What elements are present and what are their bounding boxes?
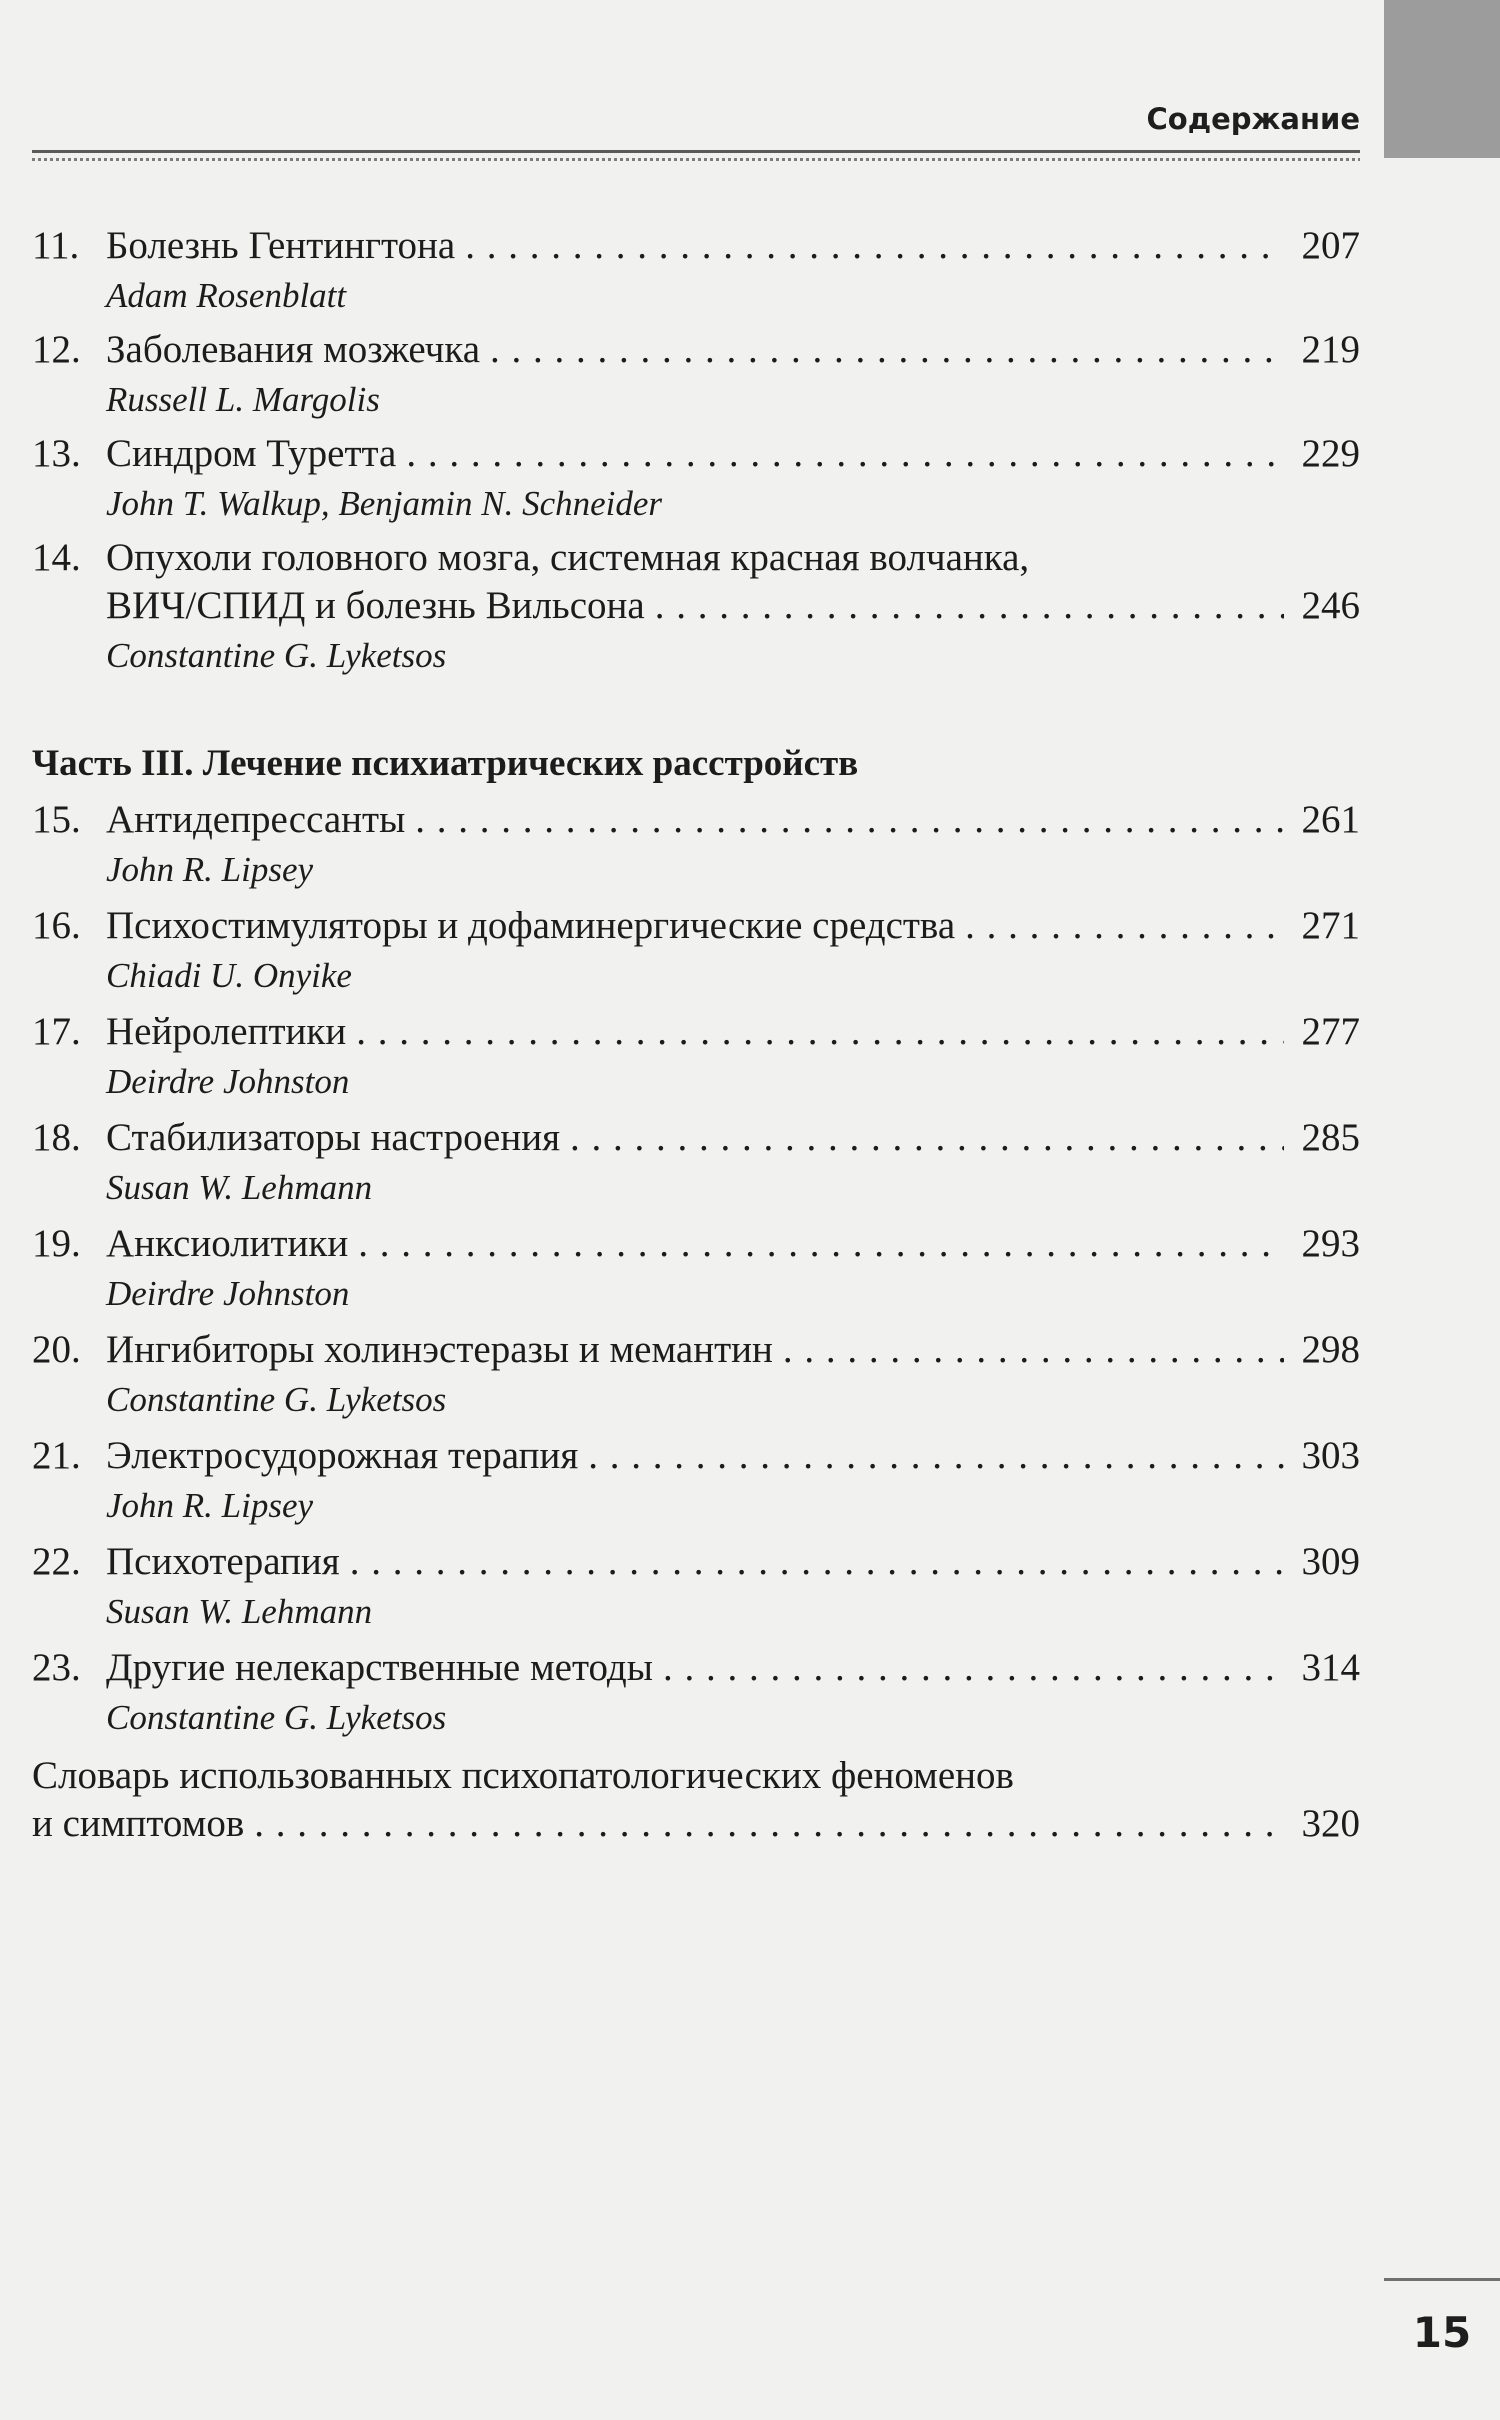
dot-leader	[663, 1644, 1284, 1692]
page-ref[interactable]: 271	[1301, 904, 1360, 947]
page-ref[interactable]: 246	[1301, 584, 1360, 627]
chapter-number: 18.	[32, 1116, 81, 1159]
dot-leader	[356, 1008, 1284, 1056]
chapter-number: 12.	[32, 328, 81, 371]
chapter-number: 20.	[32, 1328, 81, 1371]
page-ref[interactable]: 219	[1301, 328, 1360, 371]
toc-entry[interactable]	[32, 1008, 1360, 1108]
chapter-title[interactable]: Ингибиторы холинэстеразы и мемантин	[106, 1328, 773, 1371]
chapter-title-continued[interactable]: ВИЧ/СПИД и болезнь Вильсона	[106, 584, 645, 627]
part-heading[interactable]: Часть III. Лечение психиатрических расстройств	[32, 743, 859, 784]
page-number: 15	[1412, 2308, 1472, 2357]
glossary-title-continued[interactable]: и симптомов	[32, 1802, 245, 1845]
chapter-author: John R. Lipsey	[106, 1486, 314, 1525]
chapter-author: Deirdre Johnston	[106, 1062, 350, 1101]
chapter-title[interactable]: Психотерапия	[106, 1540, 340, 1583]
chapter-number: 23.	[32, 1646, 81, 1689]
chapter-number: 16.	[32, 904, 81, 947]
chapter-author: Susan W. Lehmann	[106, 1168, 373, 1207]
chapter-author: Adam Rosenblatt	[106, 276, 347, 315]
page-ref[interactable]: 303	[1301, 1434, 1360, 1477]
chapter-author: Constantine G. Lyketsos	[106, 1380, 447, 1419]
chapter-title[interactable]: Нейролептики	[106, 1010, 347, 1053]
dot-leader	[406, 430, 1284, 478]
toc-entry[interactable]	[32, 1326, 1360, 1426]
glossary-entry[interactable]	[32, 1752, 1360, 1848]
chapter-number: 22.	[32, 1540, 81, 1583]
chapter-title[interactable]: Заболевания мозжечка	[106, 328, 481, 371]
chapter-title[interactable]: Опухоли головного мозга, системная красная волчанка,	[106, 536, 1030, 579]
page-ref[interactable]: 309	[1301, 1540, 1360, 1583]
chapter-number: 14.	[32, 536, 81, 579]
dot-leader	[350, 1538, 1284, 1586]
chapter-number: 13.	[32, 432, 81, 475]
page-number-rule	[1384, 2278, 1500, 2281]
page-ref[interactable]: 320	[1301, 1802, 1360, 1845]
toc-entry[interactable]	[32, 1114, 1360, 1214]
toc-entry[interactable]	[32, 1220, 1360, 1320]
toc-entry[interactable]	[32, 796, 1360, 896]
toc-entry[interactable]	[32, 534, 1360, 682]
toc-entry[interactable]	[32, 1432, 1360, 1532]
page-ref[interactable]: 298	[1301, 1328, 1360, 1371]
chapter-title[interactable]: Синдром Туретта	[106, 432, 397, 475]
glossary-title[interactable]: Словарь использованных психопатологических феноменов	[32, 1754, 1014, 1797]
chapter-title[interactable]: Электросудорожная терапия	[106, 1434, 579, 1477]
page-ref[interactable]: 229	[1301, 432, 1360, 475]
dot-leader	[570, 1114, 1284, 1162]
chapter-title[interactable]: Болезнь Гентингтона	[106, 224, 456, 267]
toc-entry[interactable]	[32, 1538, 1360, 1638]
page-ref[interactable]: 207	[1301, 224, 1360, 267]
dot-leader	[655, 582, 1284, 630]
page-ref[interactable]: 277	[1301, 1010, 1360, 1053]
chapter-title[interactable]: Психостимуляторы и дофаминергические средства	[106, 904, 956, 947]
dot-leader	[254, 1800, 1284, 1848]
chapter-title[interactable]: Стабилизаторы настроения	[106, 1116, 561, 1159]
chapter-author: Constantine G. Lyketsos	[106, 1698, 447, 1737]
chapter-title[interactable]: Анксиолитики	[106, 1222, 349, 1265]
header-rule	[32, 150, 1360, 163]
dot-leader	[965, 902, 1284, 950]
toc-entry[interactable]	[32, 430, 1360, 530]
toc-entry[interactable]	[32, 326, 1360, 426]
dot-leader	[490, 326, 1284, 374]
dot-leader	[415, 796, 1284, 844]
chapter-number: 21.	[32, 1434, 81, 1477]
section-edge-tab	[1384, 0, 1500, 158]
chapter-number: 11.	[32, 224, 80, 267]
chapter-author: Susan W. Lehmann	[106, 1592, 373, 1631]
dot-leader	[588, 1432, 1284, 1480]
chapter-author: Deirdre Johnston	[106, 1274, 350, 1313]
running-header-title: Содержание	[1146, 102, 1360, 136]
chapter-author: John R. Lipsey	[106, 850, 314, 889]
chapter-author: Constantine G. Lyketsos	[106, 636, 447, 675]
toc-entry[interactable]	[32, 222, 1360, 322]
chapter-author: John T. Walkup, Benjamin N. Schneider	[106, 484, 663, 523]
page-ref[interactable]: 285	[1301, 1116, 1360, 1159]
page-ref[interactable]: 293	[1301, 1222, 1360, 1265]
toc-entry[interactable]	[32, 1644, 1360, 1744]
chapter-number: 17.	[32, 1010, 81, 1053]
chapter-number: 19.	[32, 1222, 81, 1265]
chapter-number: 15.	[32, 798, 81, 841]
page-ref[interactable]: 314	[1301, 1646, 1360, 1689]
page-ref[interactable]: 261	[1301, 798, 1360, 841]
chapter-title[interactable]: Другие нелекарственные методы	[106, 1646, 653, 1689]
chapter-author: Russell L. Margolis	[106, 380, 380, 419]
dot-leader	[358, 1220, 1284, 1268]
toc-entry[interactable]	[32, 902, 1360, 1002]
chapter-author: Chiadi U. Onyike	[106, 956, 352, 995]
dot-leader	[465, 222, 1284, 270]
dot-leader	[783, 1326, 1284, 1374]
chapter-title[interactable]: Антидепрессанты	[106, 798, 406, 841]
